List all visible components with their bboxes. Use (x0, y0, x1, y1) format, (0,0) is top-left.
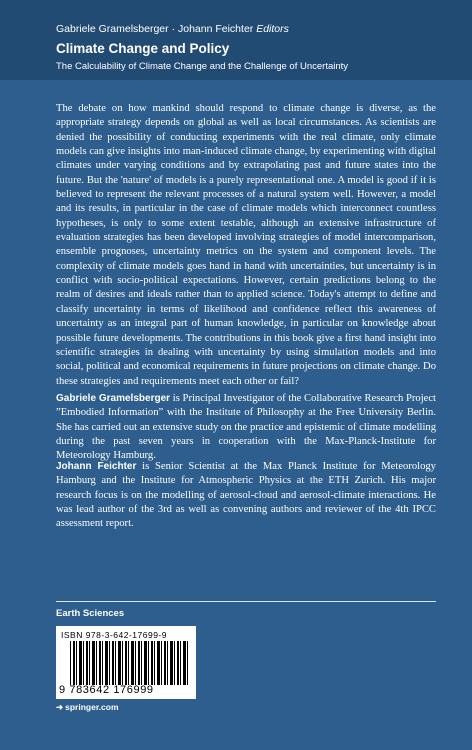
subject-label: Earth Sciences (56, 608, 125, 619)
author-bio (56, 460, 436, 532)
barcode-bars (70, 641, 188, 685)
isbn-label: ISBN 978-3-642-17699-9 (61, 630, 167, 640)
blurb-paragraph: The debate on how mankind should respond to climate change is diverse, as the appropriate strategy depends on global as well as local circumstances. As scientists are denied the possibility of conducting experiments with the real climate, only climate models can give insights into man-induced climate change, by experimenting with digital climates under varying conditions and by extrapolating past and future states into the future. But the 'nature' of models is a purely representational one. A model is good if it is believed to represent the relevant processes of a natural system well. However, a model and its results, in particular in the case of climate models which interconnect countless hypotheses, is only to some extent testable, although an extensive infrastructure of evaluation strategies has been developed involving strategies of model intercomparison, ensemble prognoses, uncertainty metrics on the system and component levels. The complexity of climate models goes hand in hand with uncertainties, but uncertainty is in conflict with socio-political expectations. However, certain predictions belong to the realm of desires and ideals rather than to applied science. Today's attempt to define and classify uncertainty in terms of likelihood and confidence reflect this awareness of uncertainty as an integral part of human knowledge, in particular on knowledge about possible future developments. The contributions in this book give a first hand insight into scientific strategies in dealing with uncertainty by using simulation models and into social, political and economical requirements in future projections on climate change. Do these strategies and requirements meet each other or fail? (56, 103, 436, 387)
bio-text: is Senior Scientist at the Max Planck Institute for Meteorology Hamburg and the Institute for Atmospheric Physics at the ETH Zurich. His major research focus is on the modelling of aerosol-cloud and aerosol-climate interactions. He was lead author of the 3rd as well as convening authors and reviewer of the 4th IPCC assessment report. (56, 461, 436, 530)
website-label: springer.com (65, 702, 119, 712)
arrow-right-icon: ➜ (56, 702, 64, 712)
editor-separator: · (171, 23, 176, 35)
publisher-website (56, 702, 119, 713)
divider (56, 601, 436, 602)
bio-name: Johann Feichter (56, 461, 137, 472)
book-title: Climate Change and Policy (56, 41, 230, 56)
editor-name: Johann Feichter (177, 23, 254, 35)
bio-name: Gabriele Gramelsberger (56, 393, 171, 404)
author-bio (56, 392, 436, 464)
barcode (56, 626, 196, 699)
barcode-digits: 9 783642 176999 (59, 684, 154, 696)
editor-name: Gabriele Gramelsberger (56, 23, 169, 35)
editors-label: Editors (256, 23, 289, 35)
editors-line (56, 23, 289, 36)
bio-text: is Principal Investigator of the Collaborative Research Project ”Embodied Information” with the Institute of Philosophy at the Free University Berlin. She has carried out an extensive study on the practice and epistemic of climate modelling during the past seven years in cooperation with the Max-Planck-Institute for Meteorology Hamburg. (56, 393, 436, 462)
book-subtitle: The Calculability of Climate Change and the Challenge of Uncertainty (56, 61, 349, 72)
